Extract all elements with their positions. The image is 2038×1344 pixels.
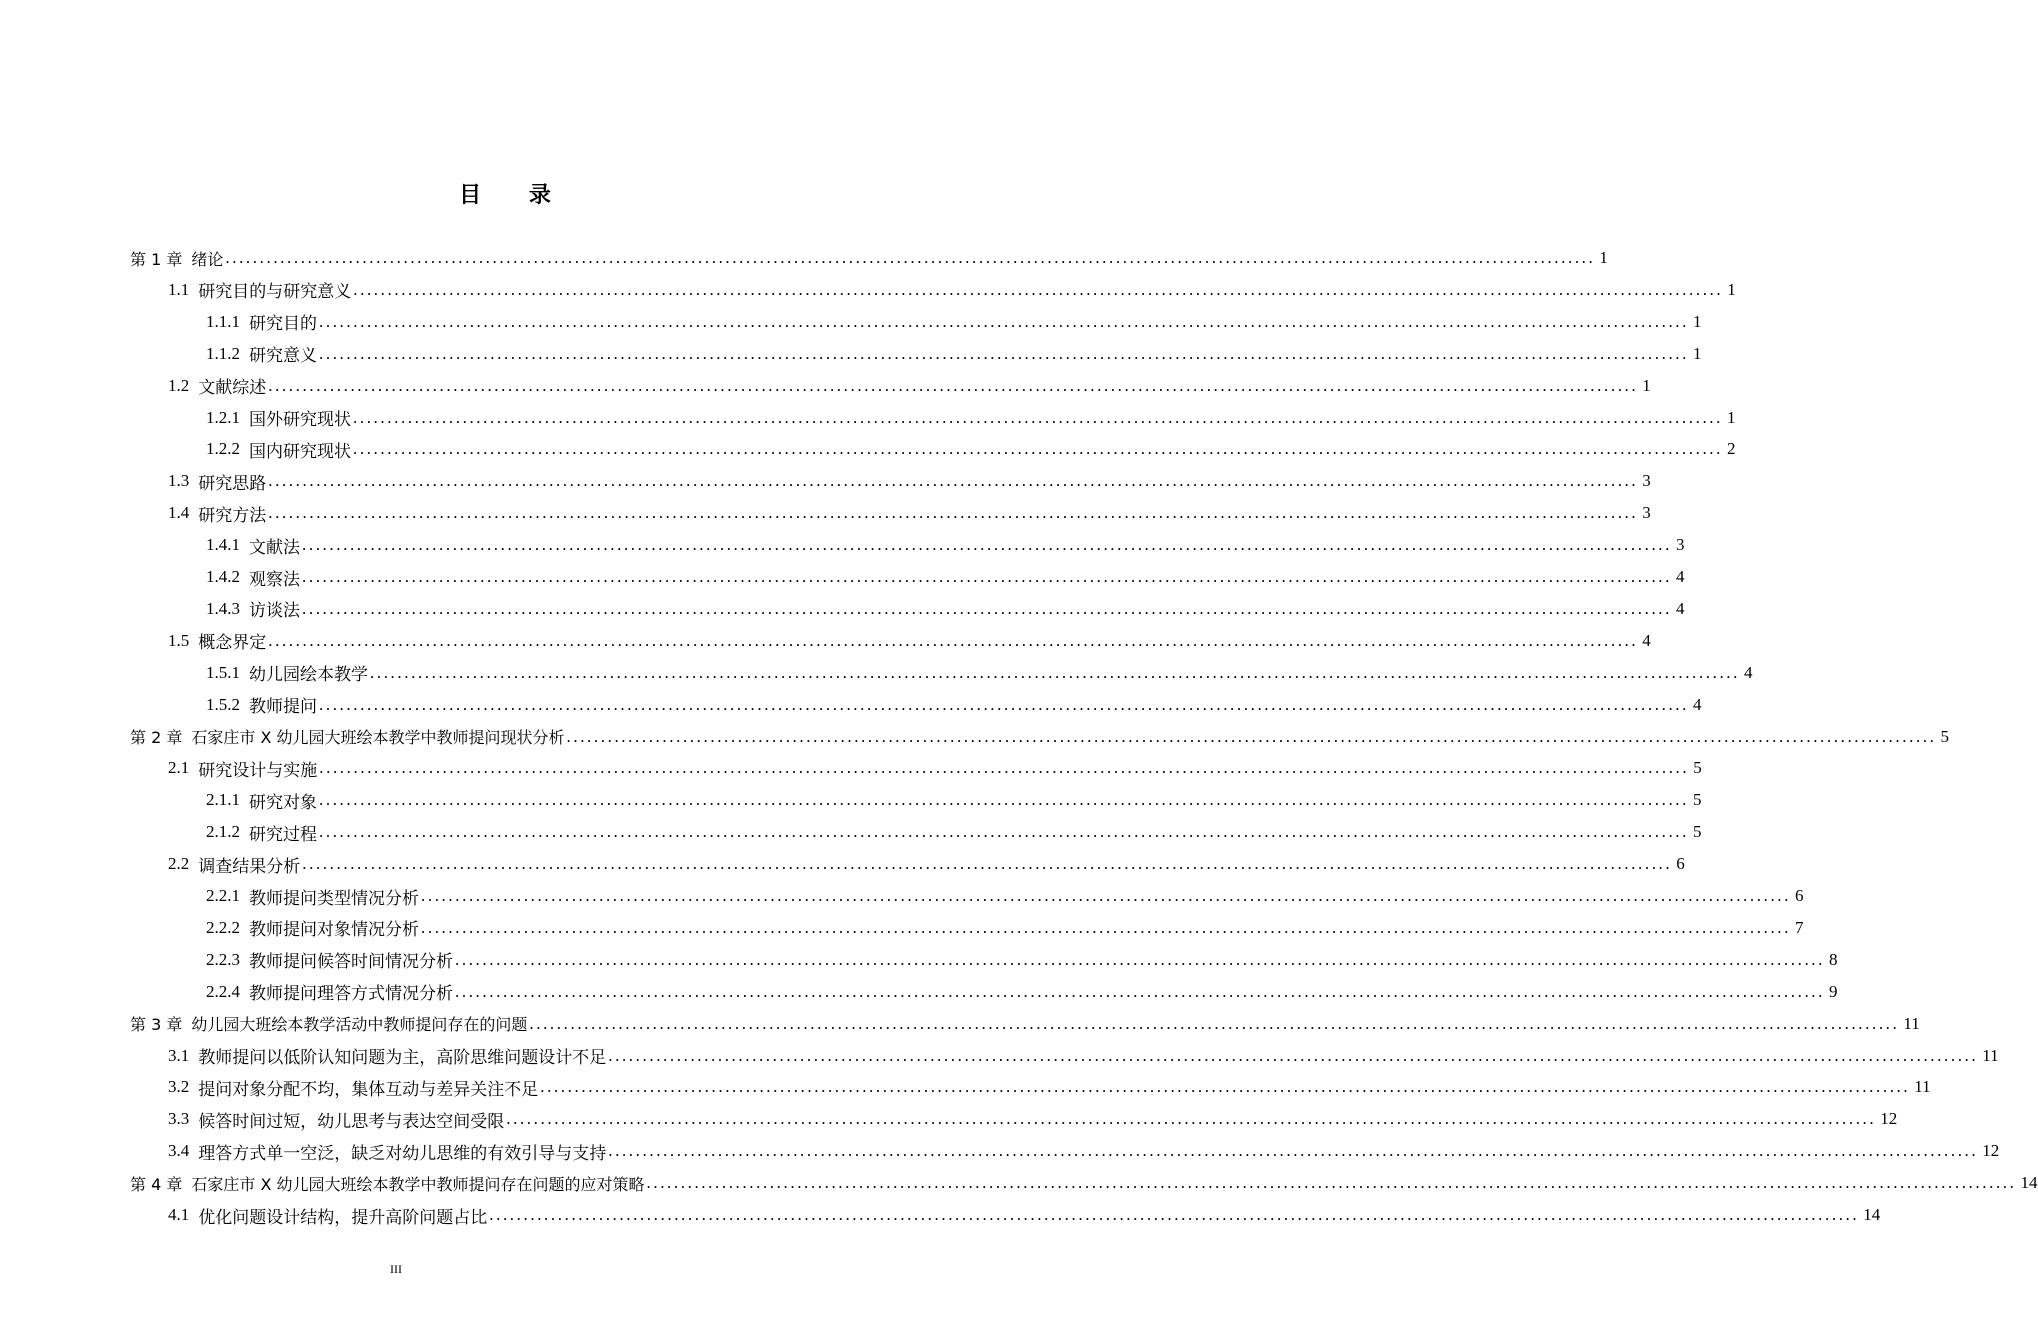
toc-entry-label: 教师提问理答方式情况分析 — [249, 984, 453, 1004]
toc-entry-page: 11 — [1914, 1077, 1931, 1097]
toc-entry-page: 4 — [1676, 598, 1685, 618]
toc-entry-page: 4 — [1744, 662, 1753, 682]
toc-section-entry[interactable] — [168, 1103, 1898, 1135]
toc-entry-number: 1.3 — [168, 471, 190, 491]
toc-entry-page: 4 — [1693, 694, 1702, 714]
toc-entry-page: 4 — [1676, 567, 1685, 586]
toc-entry-page: 3 — [1676, 535, 1685, 555]
toc-entry-label: 候答时间过短，幼儿思考与表达空间受限 — [198, 1111, 505, 1131]
toc-entry-number: 2.2.4 — [206, 981, 240, 1001]
toc-entry-label: 研究方法 — [198, 505, 267, 525]
toc-dot-leader: ........................................................................................................................................................................................................ — [608, 1141, 1979, 1161]
toc-dot-leader: ........................................................................................................................................................................................................ — [455, 981, 1825, 1001]
toc-subsection-entry[interactable] — [206, 912, 1804, 944]
toc-entry-label: 教师提问 — [249, 697, 317, 717]
toc-subsection-entry[interactable] — [206, 593, 1685, 625]
toc-entry-number: 1.1.2 — [206, 343, 240, 363]
toc-dot-leader: ........................................................................................................................................................................................................ — [302, 854, 1673, 874]
toc-entry-number: 3.1 — [168, 1045, 190, 1065]
toc-entry-label: 观察法 — [249, 569, 300, 589]
toc-entry-number: 2.2.1 — [206, 886, 240, 905]
toc-section-entry[interactable] — [168, 1040, 1999, 1072]
toc-dot-leader: ........................................................................................................................................................................................................ — [319, 790, 1689, 810]
toc-dot-leader: ........................................................................................................................................................................................................ — [353, 279, 1724, 299]
toc-dot-leader: ........................................................................................................................................................................................................ — [302, 567, 1672, 586]
toc-entry-number: 1.1.1 — [206, 311, 240, 331]
toc-entry-number: 2.2 — [168, 854, 190, 874]
toc-entry-number: 1.4.3 — [206, 598, 240, 618]
toc-subsection-entry[interactable] — [206, 689, 1702, 721]
toc-entry-page: 11 — [1982, 1045, 1999, 1065]
toc-entry-page: 1 — [1727, 279, 1736, 299]
toc-dot-leader: ........................................................................................................................................................................................................ — [370, 662, 1740, 682]
toc-dot-leader: ........................................................................................................................................................................................................ — [540, 1077, 1911, 1097]
toc-entry-label: 国内研究现状 — [249, 441, 351, 461]
toc-entry-page: 14 — [2020, 1173, 2038, 1193]
toc-dot-leader: ........................................................................................................................................................................................................ — [302, 535, 1672, 555]
toc-dot-leader: ........................................................................................................................................................................................................ — [302, 598, 1672, 618]
toc-entry-number: 第 2 章 — [130, 728, 183, 747]
toc-entry-number: 3.3 — [168, 1109, 190, 1129]
toc-subsection-entry[interactable] — [206, 306, 1702, 338]
toc-dot-leader: ........................................................................................................................................................................................................ — [421, 886, 1791, 905]
toc-entry-label: 教师提问候答时间情况分析 — [249, 952, 453, 972]
toc-entry-page: 1 — [1599, 248, 1608, 267]
toc-section-entry[interactable] — [168, 465, 1651, 497]
toc-entry-label: 提问对象分配不均，集体互动与差异关注不足 — [198, 1079, 539, 1099]
toc-entry-label: 研究过程 — [249, 824, 317, 844]
toc-entry-number: 1.5.1 — [206, 662, 240, 682]
toc-entry-page: 1 — [1693, 343, 1702, 363]
toc-dot-leader: ........................................................................................................................................................................................................ — [566, 726, 1937, 746]
toc-dot-leader: ........................................................................................................................................................................................................ — [268, 471, 1639, 491]
toc-entry-label: 石家庄市 X 幼儿园大班绘本教学中教师提问现状分析 — [191, 728, 565, 747]
toc-entry-label: 概念界定 — [198, 633, 267, 653]
toc-entry-label: 研究意义 — [249, 346, 317, 366]
toc-dot-leader: ........................................................................................................................................................................................................ — [268, 630, 1639, 650]
toc-dot-leader: ........................................................................................................................................................................................................ — [646, 1173, 2017, 1193]
toc-entry-page: 7 — [1795, 917, 1804, 937]
toc-entry-page: 5 — [1693, 758, 1702, 778]
toc-entry-page: 1 — [1693, 311, 1702, 331]
toc-subsection-entry[interactable] — [206, 338, 1702, 370]
toc-entry-page: 8 — [1829, 949, 1838, 969]
toc-entry-number: 第 1 章 — [130, 249, 183, 269]
toc-dot-leader: ........................................................................................................................................................................................................ — [353, 407, 1723, 427]
toc-entry-label: 绪论 — [191, 249, 224, 269]
toc-subsection-entry[interactable] — [206, 976, 1838, 1008]
toc-entry-page: 14 — [1863, 1205, 1881, 1224]
toc-entry-label: 研究设计与实施 — [198, 760, 318, 780]
toc-dot-leader: ........................................................................................................................................................................................................ — [489, 1205, 1860, 1224]
toc-section-entry[interactable] — [168, 497, 1651, 529]
toc-entry-page: 3 — [1642, 471, 1651, 491]
toc-entry-label: 幼儿园大班绘本教学活动中教师提问存在的问题 — [191, 1015, 528, 1035]
toc-chapter-entry[interactable] — [130, 721, 1949, 753]
toc-dot-leader: ........................................................................................................................................................................................................ — [319, 694, 1689, 714]
toc-entry-page: 12 — [1880, 1109, 1898, 1129]
toc-subsection-entry[interactable] — [206, 880, 1804, 912]
toc-subsection-entry[interactable] — [206, 561, 1685, 593]
page-number-footer: III — [390, 1262, 402, 1276]
toc-entry-label: 理答方式单一空泛，缺乏对幼儿思维的有效引导与支持 — [198, 1143, 607, 1163]
toc-entry-number: 2.2.3 — [206, 949, 240, 969]
toc-section-entry[interactable] — [168, 370, 1651, 402]
toc-entry-label: 研究对象 — [249, 792, 317, 812]
toc-section-entry[interactable] — [168, 1199, 1881, 1231]
toc-entry-label: 文献综述 — [198, 378, 267, 398]
toc-entry-number: 3.4 — [168, 1141, 190, 1161]
toc-entry-number: 1.2 — [168, 375, 190, 395]
toc-chapter-entry[interactable] — [130, 1167, 2038, 1199]
toc-dot-leader: ........................................................................................................................................................................................................ — [268, 375, 1639, 395]
toc-subsection-entry[interactable] — [206, 657, 1753, 689]
toc-entry-number: 第 3 章 — [130, 1015, 183, 1035]
toc-entry-page: 12 — [1982, 1141, 2000, 1161]
toc-entry-label: 研究思路 — [198, 473, 267, 493]
toc-entry-page: 9 — [1829, 981, 1838, 1001]
toc-entry-number: 3.2 — [168, 1077, 190, 1097]
toc-entry-page: 3 — [1642, 503, 1651, 523]
toc-subsection-entry[interactable] — [206, 816, 1702, 848]
toc-entry-number: 2.1 — [168, 758, 190, 778]
toc-entry-label: 教师提问以低阶认知问题为主，高阶思维问题设计不足 — [198, 1048, 607, 1067]
toc-entry-page: 5 — [1693, 822, 1702, 842]
toc-dot-leader: ........................................................................................................................................................................................................ — [225, 248, 1596, 267]
toc-entry-number: 第 4 章 — [130, 1174, 183, 1194]
toc-entry-page: 5 — [1940, 726, 1949, 746]
toc-entry-page: 1 — [1727, 407, 1736, 427]
toc-entry-label: 幼儿园绘本教学 — [249, 665, 368, 685]
toc-entry-label: 教师提问类型情况分析 — [249, 888, 419, 908]
toc-dot-leader: ........................................................................................................................................................................................................ — [268, 503, 1639, 523]
toc-subsection-entry[interactable] — [206, 784, 1702, 816]
toc-entry-number: 1.5.2 — [206, 694, 240, 714]
toc-entry-label: 国外研究现状 — [249, 410, 351, 429]
toc-entry-label: 访谈法 — [249, 601, 300, 621]
toc-entry-page: 5 — [1693, 790, 1702, 810]
toc-dot-leader: ........................................................................................................................................................................................................ — [319, 343, 1689, 363]
toc-dot-leader: ........................................................................................................................................................................................................ — [319, 758, 1690, 778]
toc-entry-number: 1.4.2 — [206, 567, 240, 586]
toc-subsection-entry[interactable] — [206, 433, 1736, 465]
toc-entry-number: 2.1.1 — [206, 790, 240, 810]
toc-dot-leader: ........................................................................................................................................................................................................ — [319, 822, 1689, 842]
toc-entry-number: 1.4 — [168, 503, 190, 523]
toc-section-entry[interactable] — [168, 1071, 1931, 1103]
toc-dot-leader: ........................................................................................................................................................................................................ — [353, 439, 1723, 459]
toc-section-entry[interactable] — [168, 752, 1702, 784]
toc-section-entry[interactable] — [168, 625, 1651, 657]
toc-entry-page: 6 — [1795, 886, 1804, 905]
toc-dot-leader: ........................................................................................................................................................................................................ — [421, 917, 1791, 937]
toc-entry-label: 教师提问对象情况分析 — [249, 920, 419, 940]
toc-entry-number: 2.2.2 — [206, 917, 240, 937]
toc-subsection-entry[interactable] — [206, 944, 1838, 976]
toc-entry-label: 文献法 — [249, 537, 300, 557]
toc-entry-label: 研究目的 — [249, 314, 317, 334]
toc-entry-number: 1.5 — [168, 630, 190, 650]
toc-subsection-entry[interactable] — [206, 402, 1736, 434]
toc-dot-leader: ........................................................................................................................................................................................................ — [455, 949, 1825, 969]
toc-entry-page: 1 — [1642, 375, 1651, 395]
toc-entry-number: 1.4.1 — [206, 535, 240, 555]
toc-entry-page: 2 — [1727, 439, 1736, 459]
toc-chapter-entry[interactable] — [130, 242, 1608, 274]
toc-entry-label: 优化问题设计结构，提升高阶问题占比 — [198, 1207, 488, 1227]
toc-dot-leader: ........................................................................................................................................................................................................ — [529, 1013, 1900, 1033]
toc-entry-label: 石家庄市 X 幼儿园大班绘本教学中教师提问存在问题的应对策略 — [191, 1174, 645, 1194]
toc-dot-leader: ........................................................................................................................................................................................................ — [319, 311, 1689, 331]
toc-subsection-entry[interactable] — [206, 529, 1685, 561]
toc-entry-page: 11 — [1903, 1013, 1920, 1033]
toc-dot-leader: ........................................................................................................................................................................................................ — [506, 1109, 1877, 1129]
toc-section-entry[interactable] — [168, 274, 1736, 306]
toc-chapter-entry[interactable] — [130, 1008, 1920, 1040]
toc-entry-page: 6 — [1676, 854, 1685, 874]
toc-section-entry[interactable] — [168, 848, 1685, 880]
toc-entry-number: 2.1.2 — [206, 822, 240, 842]
toc-entry-label: 研究目的与研究意义 — [198, 282, 352, 302]
toc-entry-number: 1.2.2 — [206, 439, 240, 459]
toc-entry-page: 4 — [1642, 630, 1651, 650]
toc-entry-number: 4.1 — [168, 1205, 190, 1224]
toc-dot-leader: ........................................................................................................................................................................................................ — [608, 1045, 1979, 1065]
toc-entry-number: 1.1 — [168, 279, 190, 299]
toc-section-entry[interactable] — [168, 1135, 2000, 1167]
toc-title: 目 录 — [459, 183, 571, 208]
toc-entry-number: 1.2.1 — [206, 407, 240, 427]
toc-entry-label: 调查结果分析 — [198, 856, 301, 876]
